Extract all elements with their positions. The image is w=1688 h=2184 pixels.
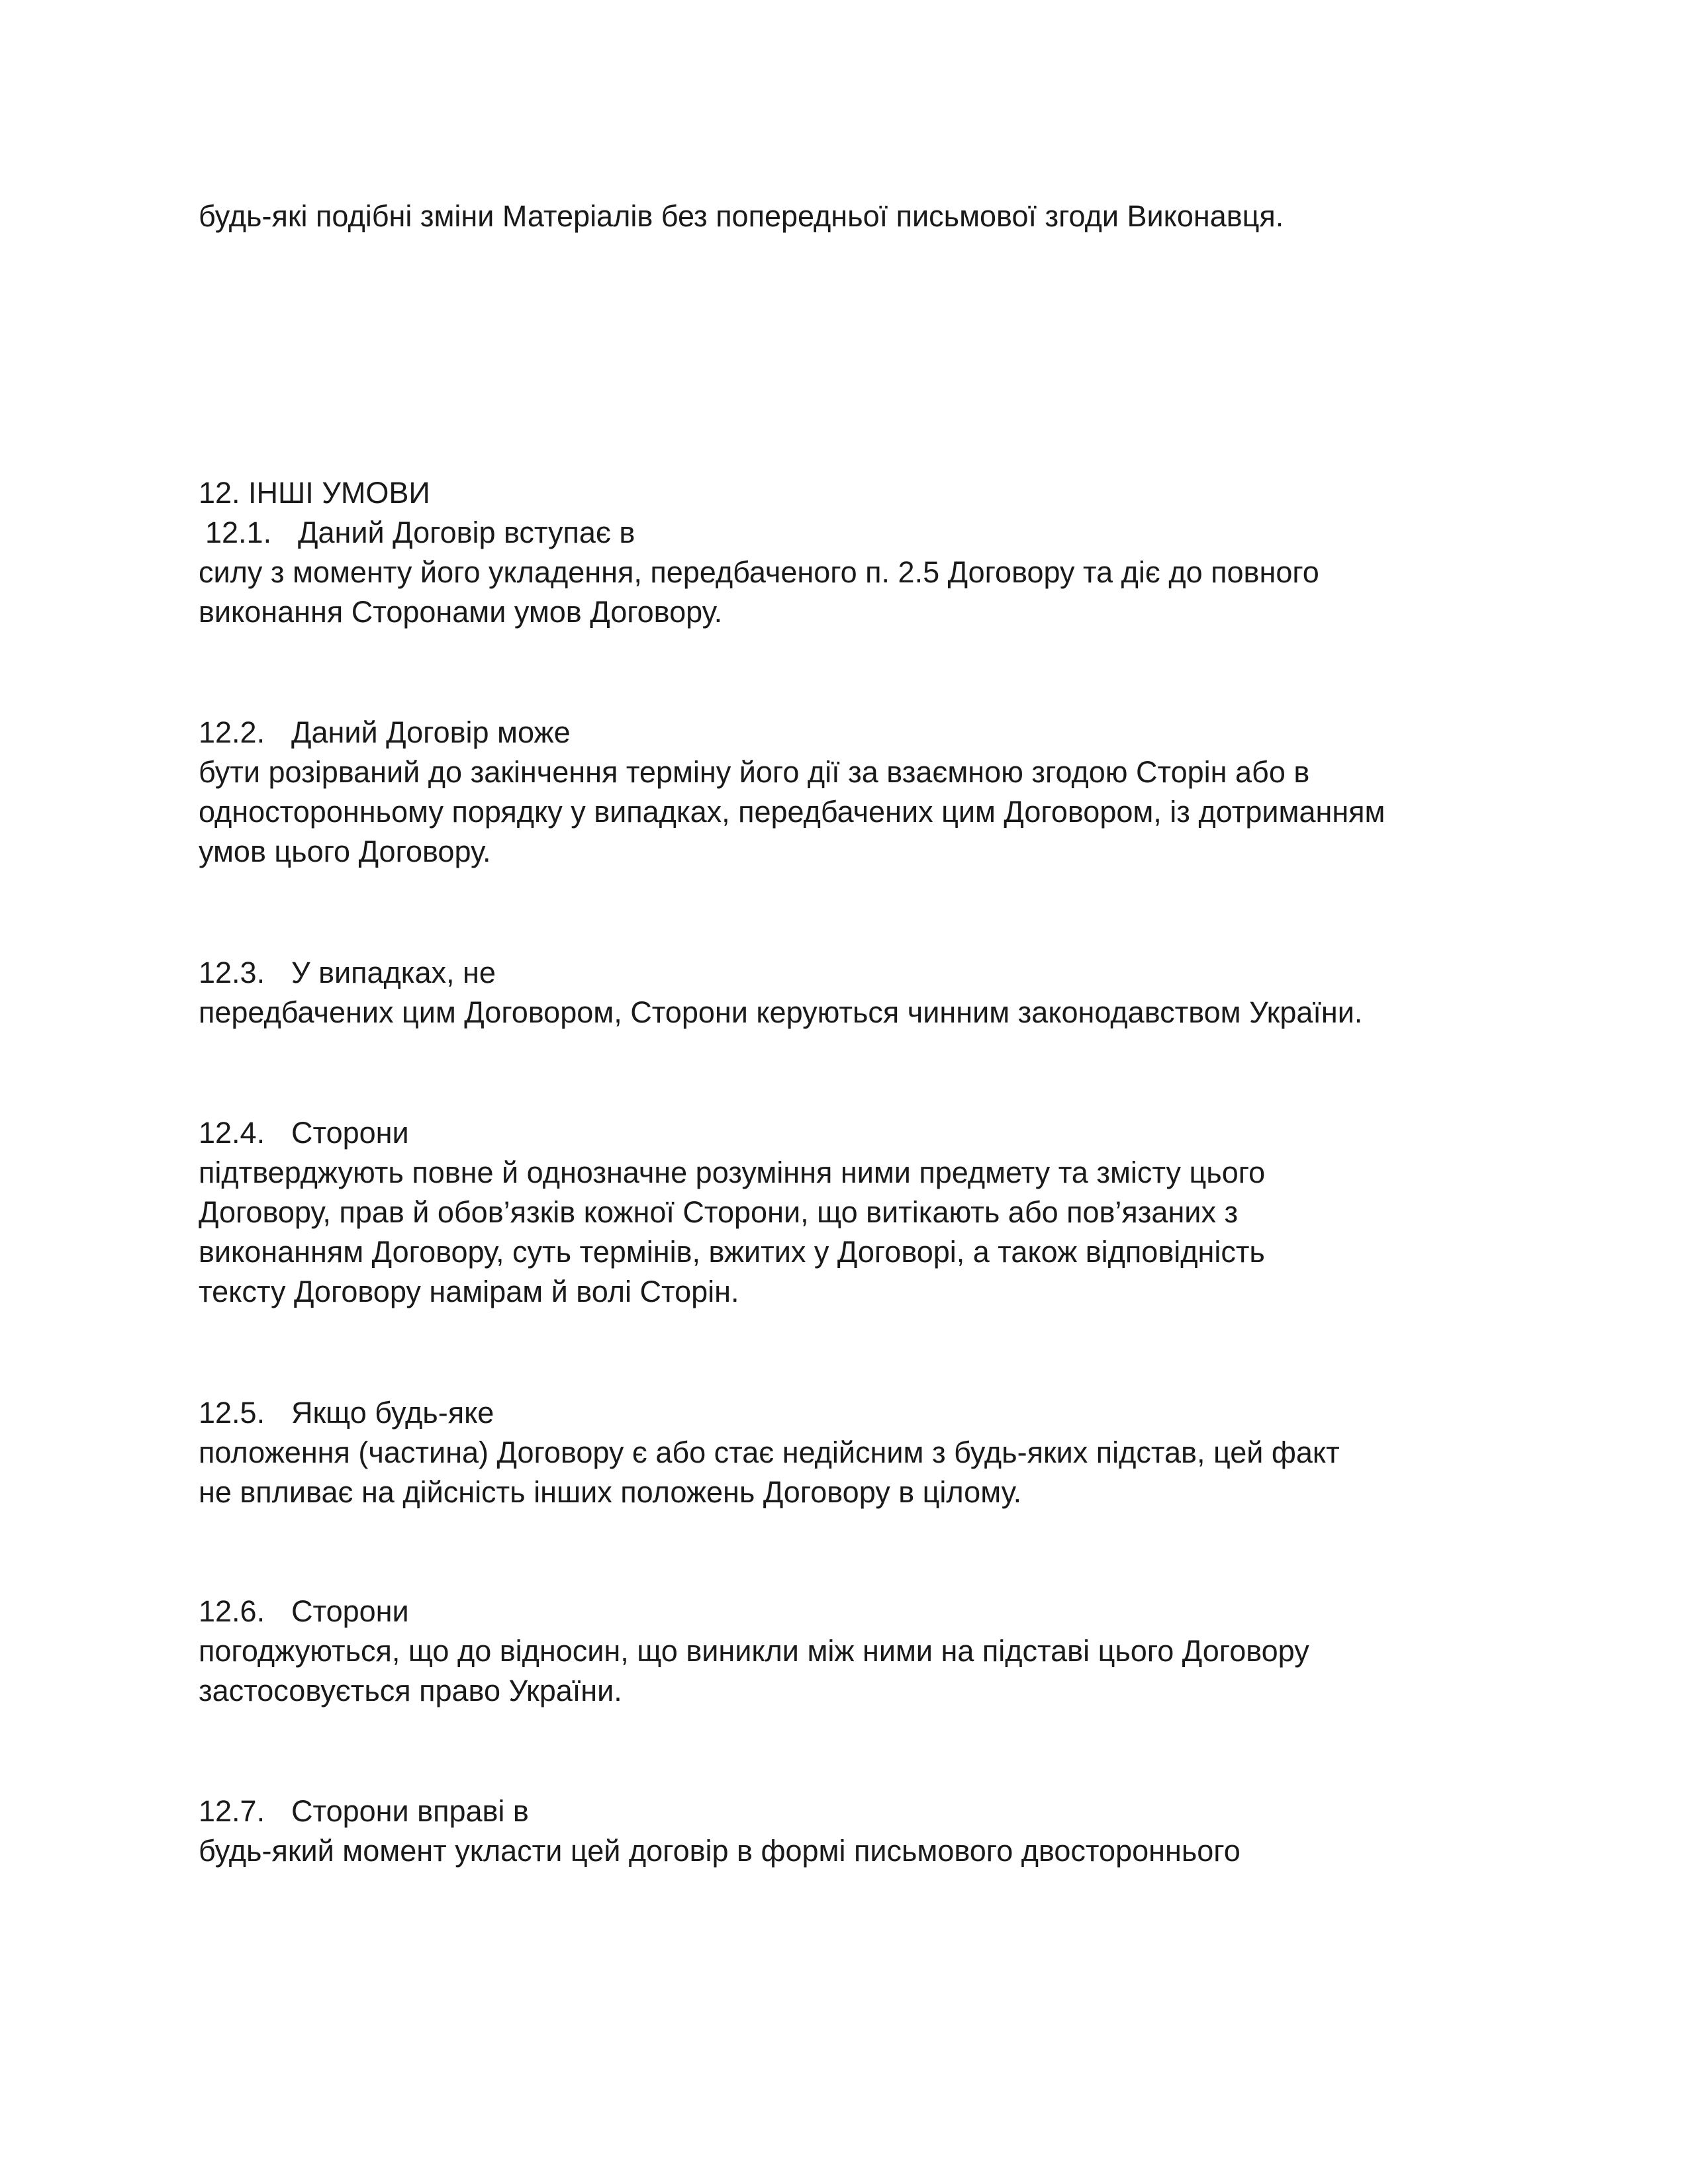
clause-12-4-line-2: Договору, прав й обов’язків кожної Сторони, що витікають або пов’язаних з	[199, 1195, 1239, 1229]
clause-number: 12.6.	[199, 1594, 265, 1628]
clause-number: 12.2.	[199, 715, 265, 749]
clause-title: Сторони	[291, 1116, 409, 1150]
clause-12-2-line-3: умов цього Договору.	[199, 835, 491, 868]
clause-12-2-line-1: бути розірваний до закінчення терміну його дії за взаємною згодою Сторін або в	[199, 755, 1310, 789]
clause-12-7-title	[199, 1792, 529, 1831]
clause-12-4-line-1: підтверджують повне й однозначне розуміння ними предмету та змісту цього	[199, 1156, 1266, 1189]
clause-number: 12.4.	[199, 1116, 265, 1150]
clause-number: 12.5.	[199, 1396, 265, 1430]
clause-12-6-line-2: застосовується право України.	[199, 1674, 622, 1707]
clause-title: Якщо будь-яке	[291, 1396, 494, 1430]
clause-12-7-line-1: будь-який момент укласти цей договір в формі письмового двостороннього	[199, 1834, 1241, 1868]
clause-title: Даний Договір може	[291, 715, 571, 749]
clause-12-4-line-3: виконанням Договору, суть термінів, вжитих у Договорі, а також відповідність	[199, 1235, 1265, 1269]
clause-number: 12.1.	[205, 516, 272, 549]
clause-12-6-line-1: погоджуються, що до відносин, що виникли між ними на підставі цього Договору	[199, 1634, 1309, 1668]
clause-12-6-title	[199, 1592, 409, 1631]
clause-12-4-line-4: тексту Договору намірам й волі Сторін.	[199, 1275, 739, 1308]
clause-12-5-line-1: положення (частина) Договору є або стає недійсним з будь-яких підстав, цей факт	[199, 1435, 1340, 1469]
clause-12-3-title	[199, 953, 496, 993]
clause-title: Сторони	[291, 1594, 409, 1628]
clause-12-2-title	[199, 713, 571, 752]
continuation-text: будь-які подібні зміни Матеріалів без попередньої письмової згоди Виконавця.	[199, 199, 1284, 233]
clause-number: 12.7.	[199, 1794, 265, 1828]
clause-12-5-title	[199, 1393, 494, 1433]
clause-12-5-line-2: не впливає на дійсність інших положень Договору в цілому.	[199, 1475, 1022, 1509]
clause-12-3-line-1: передбачених цим Договором, Сторони керуються чинним законодавством України.	[199, 995, 1363, 1029]
clause-12-2-line-2: односторонньому порядку у випадках, передбачених цим Договором, із дотриманням	[199, 795, 1385, 829]
clause-number: 12.3.	[199, 956, 265, 989]
clause-title: Сторони вправі в	[291, 1794, 529, 1828]
section-heading: 12. ІНШІ УМОВИ	[199, 476, 430, 510]
clause-12-1-line-1: силу з моменту його укладення, передбаченого п. 2.5 Договору та діє до повного	[199, 555, 1319, 589]
clause-title: Даний Договір вступає в	[298, 516, 635, 549]
clause-12-1-title	[205, 513, 635, 553]
clause-12-1-line-2: виконання Сторонами умов Договору.	[199, 595, 723, 629]
clause-12-4-title	[199, 1113, 409, 1153]
clause-title: У випадках, не	[291, 956, 496, 989]
